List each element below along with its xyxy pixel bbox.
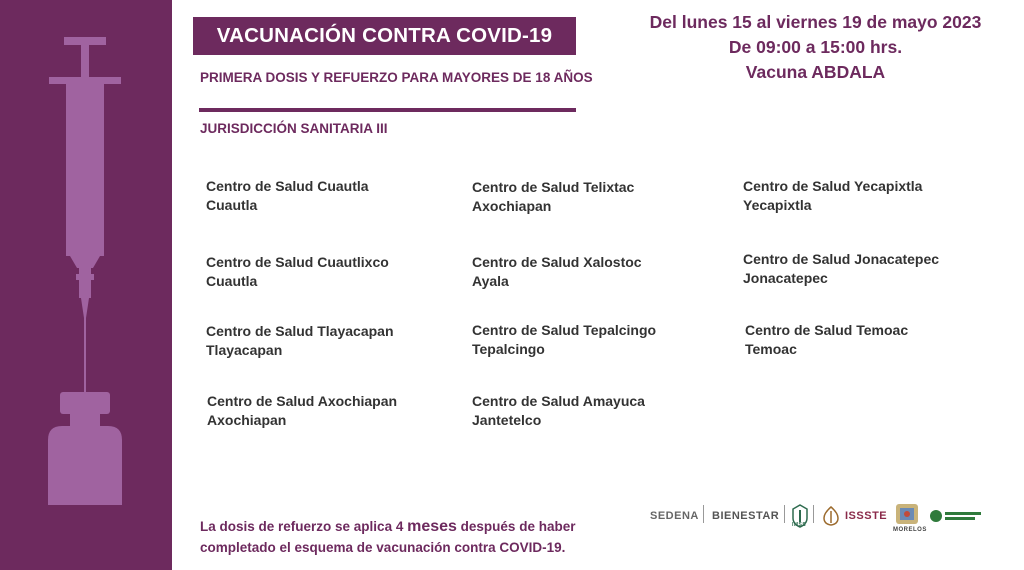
- center-place: Cuautla: [206, 273, 258, 289]
- center-item: [206, 253, 389, 291]
- center-item: [743, 177, 922, 215]
- center-name: Centro de Salud Yecapixtla: [743, 178, 923, 194]
- center-item: [206, 322, 394, 360]
- footnote-text: La dosis de refuerzo se aplica 4: [200, 519, 408, 534]
- center-name: Centro de Salud Amayuca: [472, 393, 645, 409]
- center-place: Yecapixtla: [743, 197, 812, 213]
- syringe-plunger-rod: [81, 45, 89, 77]
- center-name: Centro de Salud Cuautla: [206, 178, 369, 194]
- center-item: [207, 392, 397, 430]
- syringe-barrel: [66, 84, 104, 256]
- center-item: [472, 392, 645, 430]
- syringe-plunger-cap: [64, 37, 106, 45]
- center-place: Axochiapan: [472, 198, 552, 214]
- vial-neck: [70, 414, 100, 426]
- center-name: Centro de Salud Temoac: [745, 322, 909, 338]
- center-item: [472, 253, 642, 291]
- center-name: Centro de Salud Axochiapan: [207, 393, 398, 409]
- sedena-logo-text: SEDENA: [650, 510, 699, 522]
- center-place: Temoac: [745, 341, 797, 357]
- sedena-logo: [650, 496, 699, 536]
- jurisdiction-label: JURISDICCIÓN SANITARIA III: [200, 121, 388, 136]
- center-name: Centro de Salud Telixtac: [472, 179, 635, 195]
- syringe-hub: [70, 256, 100, 268]
- morelos-emblem-icon: [893, 502, 921, 530]
- logo-separator: [784, 505, 785, 523]
- vial-cap: [60, 392, 110, 414]
- imss-logo: [791, 496, 809, 536]
- divider: [199, 108, 576, 112]
- page-title: VACUNACIÓN CONTRA COVID-19: [193, 17, 576, 55]
- schedule-dates: Del lunes 15 al viernes 19 de mayo 2023: [649, 12, 982, 32]
- center-name: Centro de Salud Jonacatepec: [743, 251, 940, 267]
- center-place: Cuautla: [206, 197, 258, 213]
- imss-logo-text: IMSS: [792, 522, 807, 528]
- footnote-text: después de haber: [456, 519, 576, 534]
- syringe-flange: [49, 77, 121, 84]
- center-place: Axochiapan: [207, 412, 287, 428]
- vial-body: [48, 426, 122, 505]
- sidebar-panel: [0, 0, 172, 570]
- footnote-highlight: meses: [407, 518, 457, 535]
- syringe-vial-illustration: [0, 0, 172, 570]
- issste-emblem-icon: [820, 505, 842, 527]
- center-item: [745, 321, 908, 359]
- footnote-line-2: completado el esquema de vacunación contra COVID-19.: [200, 540, 566, 555]
- syringe-needle: [84, 318, 86, 396]
- center-item: [743, 250, 939, 288]
- center-item: [206, 177, 369, 215]
- center-place: Ayala: [472, 273, 509, 289]
- morelos-logo-text: MORELOS: [893, 527, 927, 533]
- bienestar-logo: [712, 496, 779, 536]
- center-place: Tepalcingo: [472, 341, 545, 357]
- brigada-emblem-icon: [928, 507, 984, 525]
- schedule-block: [608, 10, 1023, 85]
- bienestar-logo-text: BIENESTAR: [712, 510, 780, 522]
- center-item: [472, 321, 656, 359]
- center-place: Tlayacapan: [206, 342, 283, 358]
- logo-separator: [703, 505, 704, 523]
- issste-logo-text: ISSSTE: [845, 510, 888, 522]
- issste-logo: [820, 496, 887, 536]
- center-name: Centro de Salud Tepalcingo: [472, 322, 657, 338]
- center-place: Jonacatepec: [743, 270, 828, 286]
- logo-separator: [813, 505, 814, 523]
- vaccine-name: Vacuna ABDALA: [745, 62, 886, 82]
- brigada-logo: [928, 496, 984, 536]
- footnote-line-1: [200, 516, 575, 537]
- center-item: [472, 178, 634, 216]
- center-name: Centro de Salud Tlayacapan: [206, 323, 394, 339]
- center-name: Centro de Salud Xalostoc: [472, 254, 642, 270]
- center-place: Jantetelco: [472, 412, 542, 428]
- subtitle: PRIMERA DOSIS Y REFUERZO PARA MAYORES DE 18 AÑOS: [200, 70, 593, 85]
- morelos-logo: [893, 496, 927, 536]
- booster-footnote: [200, 516, 575, 558]
- schedule-hours: De 09:00 a 15:00 hrs.: [728, 37, 903, 57]
- center-name: Centro de Salud Cuautlixco: [206, 254, 389, 270]
